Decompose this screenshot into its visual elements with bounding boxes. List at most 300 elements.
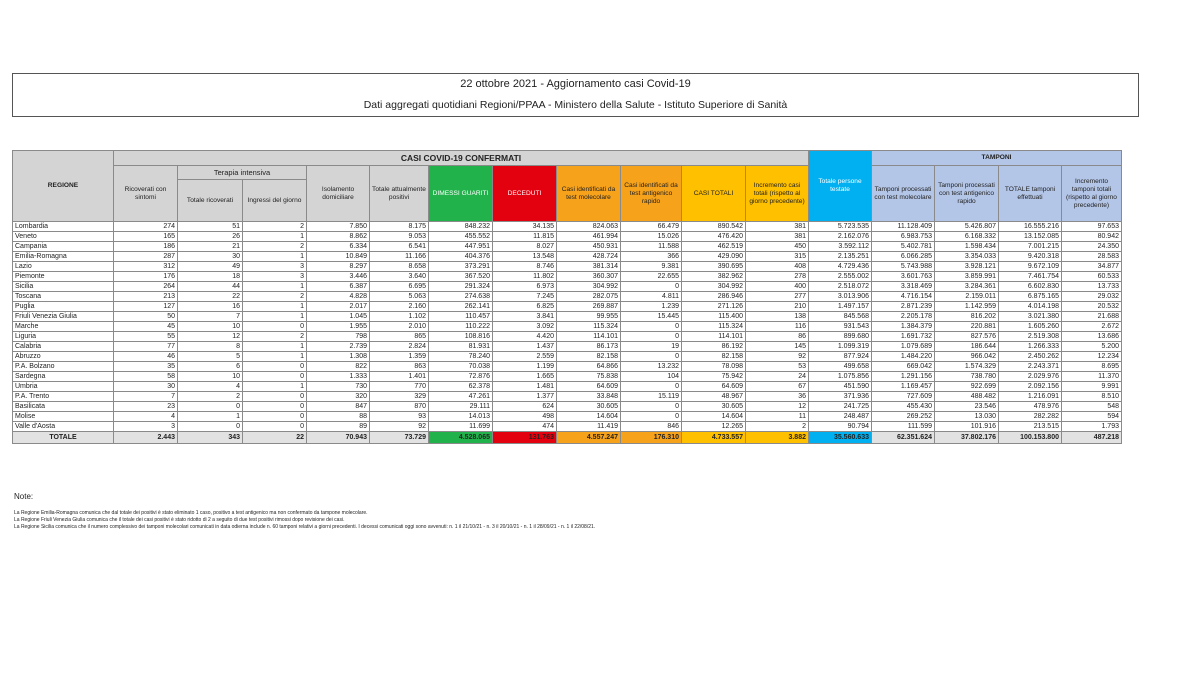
cell-deceduti: 13.548 [493, 252, 557, 262]
cell-regione: Marche [13, 322, 114, 332]
col-header-attualmente-positivi: Totale attualmente positivi [370, 166, 429, 222]
cell-guariti: 47.261 [429, 392, 493, 402]
cell-casi-totali: 304.992 [682, 282, 746, 292]
cell-ti-ingressi: 2 [243, 242, 307, 252]
cell-incremento-casi: 92 [746, 352, 809, 362]
cell-tamponi-antigenico: 966.042 [935, 352, 999, 362]
cell-isolamento: 1.045 [307, 312, 370, 322]
cell-casi-antigenico: 0 [621, 412, 682, 422]
cell-casi-antigenico: 366 [621, 252, 682, 262]
cell-ti-totale: 51 [178, 222, 243, 232]
cell-tamponi-totali: 7.461.754 [999, 272, 1062, 282]
table-row [13, 382, 1122, 392]
cell-incremento-tamponi: 21.688 [1062, 312, 1122, 322]
cell-tamponi-molecolare: 269.252 [872, 412, 935, 422]
cell-positivi: 2.010 [370, 322, 429, 332]
cell-isolamento: 730 [307, 382, 370, 392]
report-date-title: 22 ottobre 2021 - Aggiornamento casi Covid-19 [460, 78, 691, 90]
cell-deceduti: 34.135 [493, 222, 557, 232]
cell-casi-totali: 115.324 [682, 322, 746, 332]
cell-isolamento: 1.955 [307, 322, 370, 332]
cell-ricoverati: 55 [114, 332, 178, 342]
cell-positivi: 1.102 [370, 312, 429, 322]
cell-ricoverati: 4 [114, 412, 178, 422]
cell-tamponi-molecolare: 5.402.781 [872, 242, 935, 252]
cell-isolamento: 2.017 [307, 302, 370, 312]
cell-ti-totale: 7 [178, 312, 243, 322]
cell-ti-ingressi: 0 [243, 422, 307, 432]
cell-casi-totali: 390.695 [682, 262, 746, 272]
cell-guariti: 29.111 [429, 402, 493, 412]
cell-casi-molecolare: 4.557.247 [557, 432, 621, 444]
table-row [13, 232, 1122, 242]
cell-incremento-casi: 116 [746, 322, 809, 332]
cell-incremento-casi: 3.882 [746, 432, 809, 444]
cell-ti-ingressi: 0 [243, 362, 307, 372]
cell-tamponi-molecolare: 5.743.988 [872, 262, 935, 272]
cell-tamponi-totali: 16.555.216 [999, 222, 1062, 232]
table-row [13, 312, 1122, 322]
table-row [13, 342, 1122, 352]
cell-regione: Sardegna [13, 372, 114, 382]
cell-guariti: 110.457 [429, 312, 493, 322]
cell-ti-totale: 30 [178, 252, 243, 262]
cell-deceduti: 11.815 [493, 232, 557, 242]
cell-casi-molecolare: 64.609 [557, 382, 621, 392]
cell-regione: Lazio [13, 262, 114, 272]
cell-casi-totali: 14.604 [682, 412, 746, 422]
cell-deceduti: 8.027 [493, 242, 557, 252]
cell-persone-testate: 877.924 [809, 352, 872, 362]
cell-incremento-tamponi: 20.532 [1062, 302, 1122, 312]
cell-guariti: 14.013 [429, 412, 493, 422]
cell-deceduti: 6.973 [493, 282, 557, 292]
report-subtitle: Dati aggregati quotidiani Regioni/PPAA - Ministero della Salute - Istituto Superiore di Sanità [363, 99, 788, 111]
col-header-casi-molecolare: Casi identificati da test molecolare [557, 166, 621, 222]
cell-casi-totali: 12.265 [682, 422, 746, 432]
cell-ti-ingressi: 1 [243, 382, 307, 392]
cell-incremento-tamponi: 5.200 [1062, 342, 1122, 352]
cell-positivi: 9.053 [370, 232, 429, 242]
cell-tamponi-molecolare: 455.430 [872, 402, 935, 412]
cell-tamponi-totali: 13.152.085 [999, 232, 1062, 242]
group-header-tamponi: TAMPONI [872, 151, 1122, 166]
table-row [13, 282, 1122, 292]
table-row [13, 422, 1122, 432]
cell-persone-testate: 371.936 [809, 392, 872, 402]
col-header-incremento-tamponi: Incremento tamponi totali (rispetto al giorno precedente) [1062, 166, 1122, 222]
table-row [13, 322, 1122, 332]
cell-casi-molecolare: 33.848 [557, 392, 621, 402]
cell-ricoverati: 30 [114, 382, 178, 392]
cell-casi-molecolare: 115.324 [557, 322, 621, 332]
cell-incremento-casi: 53 [746, 362, 809, 372]
cell-guariti: 72.876 [429, 372, 493, 382]
cell-ti-ingressi: 3 [243, 262, 307, 272]
cell-casi-totali: 462.519 [682, 242, 746, 252]
cell-positivi: 11.166 [370, 252, 429, 262]
cell-casi-molecolare: 99.955 [557, 312, 621, 322]
cell-deceduti: 7.245 [493, 292, 557, 302]
col-header-totale-tamponi: TOTALE tamponi effettuati [999, 166, 1062, 222]
report-title-box [12, 73, 1139, 117]
cell-ti-totale: 18 [178, 272, 243, 282]
cell-casi-antigenico: 0 [621, 282, 682, 292]
cell-casi-totali: 476.420 [682, 232, 746, 242]
cell-casi-antigenico: 13.232 [621, 362, 682, 372]
cell-ricoverati: 58 [114, 372, 178, 382]
cell-tamponi-antigenico: 3.284.361 [935, 282, 999, 292]
cell-ti-totale: 16 [178, 302, 243, 312]
cell-persone-testate: 5.723.535 [809, 222, 872, 232]
cell-ricoverati: 7 [114, 392, 178, 402]
cell-incremento-tamponi: 8.695 [1062, 362, 1122, 372]
cell-tamponi-molecolare: 1.691.732 [872, 332, 935, 342]
cell-incremento-casi: 408 [746, 262, 809, 272]
cell-guariti: 4.528.065 [429, 432, 493, 444]
table-row [13, 352, 1122, 362]
cell-ti-ingressi: 2 [243, 292, 307, 302]
cell-incremento-tamponi: 80.942 [1062, 232, 1122, 242]
col-header-isolamento: Isolamento domiciliare [307, 166, 370, 222]
cell-incremento-tamponi: 1.793 [1062, 422, 1122, 432]
cell-incremento-casi: 2 [746, 422, 809, 432]
cell-incremento-tamponi: 28.583 [1062, 252, 1122, 262]
cell-guariti: 11.699 [429, 422, 493, 432]
cell-guariti: 110.222 [429, 322, 493, 332]
table-row [13, 222, 1122, 232]
cell-ricoverati: 176 [114, 272, 178, 282]
cell-casi-molecolare: 114.101 [557, 332, 621, 342]
cell-tamponi-molecolare: 3.601.763 [872, 272, 935, 282]
cell-regione: Campania [13, 242, 114, 252]
cell-tamponi-antigenico: 827.576 [935, 332, 999, 342]
cell-tamponi-molecolare: 2.871.239 [872, 302, 935, 312]
cell-guariti: 62.378 [429, 382, 493, 392]
cell-casi-molecolare: 824.063 [557, 222, 621, 232]
col-header-persone-testate: Totale persone testate [809, 151, 872, 222]
cell-isolamento: 4.828 [307, 292, 370, 302]
cell-deceduti: 1.665 [493, 372, 557, 382]
cell-isolamento: 320 [307, 392, 370, 402]
col-header-incremento-casi: Incremento casi totali (rispetto al giorno precedente) [746, 166, 809, 222]
cell-ti-ingressi: 3 [243, 272, 307, 282]
cell-positivi: 6.541 [370, 242, 429, 252]
cell-casi-antigenico: 19 [621, 342, 682, 352]
cell-guariti: 78.240 [429, 352, 493, 362]
cell-incremento-casi: 12 [746, 402, 809, 412]
cell-guariti: 70.038 [429, 362, 493, 372]
cell-casi-molecolare: 82.158 [557, 352, 621, 362]
cell-ricoverati: 274 [114, 222, 178, 232]
cell-regione: Liguria [13, 332, 114, 342]
cell-tamponi-antigenico: 5.426.807 [935, 222, 999, 232]
cell-deceduti: 6.825 [493, 302, 557, 312]
col-header-ingressi-giorno: Ingressi del giorno [243, 180, 307, 222]
cell-deceduti: 8.746 [493, 262, 557, 272]
cell-ti-totale: 21 [178, 242, 243, 252]
cell-casi-antigenico: 0 [621, 332, 682, 342]
cell-casi-totali: 86.192 [682, 342, 746, 352]
cell-ti-ingressi: 0 [243, 392, 307, 402]
cell-ti-totale: 1 [178, 412, 243, 422]
cell-persone-testate: 4.729.436 [809, 262, 872, 272]
cell-tamponi-molecolare: 1.079.689 [872, 342, 935, 352]
cell-tamponi-molecolare: 111.599 [872, 422, 935, 432]
cell-casi-antigenico: 1.239 [621, 302, 682, 312]
cell-casi-totali: 64.609 [682, 382, 746, 392]
cell-positivi: 2.160 [370, 302, 429, 312]
cell-tamponi-molecolare: 4.716.154 [872, 292, 935, 302]
cell-ti-totale: 44 [178, 282, 243, 292]
cell-ti-ingressi: 1 [243, 352, 307, 362]
cell-ti-totale: 5 [178, 352, 243, 362]
cell-persone-testate: 1.497.157 [809, 302, 872, 312]
cell-casi-totali: 286.946 [682, 292, 746, 302]
cell-casi-antigenico: 4.811 [621, 292, 682, 302]
cell-tamponi-antigenico: 220.881 [935, 322, 999, 332]
cell-ti-totale: 0 [178, 402, 243, 412]
cell-tamponi-molecolare: 1.169.457 [872, 382, 935, 392]
table-row [13, 362, 1122, 372]
cell-casi-totali: 75.942 [682, 372, 746, 382]
cell-incremento-tamponi: 29.032 [1062, 292, 1122, 302]
cell-isolamento: 70.943 [307, 432, 370, 444]
cell-casi-antigenico: 15.119 [621, 392, 682, 402]
cell-positivi: 73.729 [370, 432, 429, 444]
cell-tamponi-totali: 478.976 [999, 402, 1062, 412]
cell-tamponi-antigenico: 13.030 [935, 412, 999, 422]
cell-incremento-casi: 278 [746, 272, 809, 282]
col-header-tamponi-antigenico: Tamponi processati con test antigenico rapido [935, 166, 999, 222]
cell-deceduti: 624 [493, 402, 557, 412]
cell-tamponi-molecolare: 727.609 [872, 392, 935, 402]
cell-casi-totali: 890.542 [682, 222, 746, 232]
cell-positivi: 870 [370, 402, 429, 412]
cell-positivi: 5.063 [370, 292, 429, 302]
cell-regione: P.A. Bolzano [13, 362, 114, 372]
cell-regione: Sicilia [13, 282, 114, 292]
cell-guariti: 373.291 [429, 262, 493, 272]
cell-incremento-casi: 315 [746, 252, 809, 262]
cell-deceduti: 4.420 [493, 332, 557, 342]
cell-tamponi-molecolare: 1.384.379 [872, 322, 935, 332]
cell-casi-molecolare: 86.173 [557, 342, 621, 352]
cell-incremento-tamponi: 548 [1062, 402, 1122, 412]
cell-ti-ingressi: 0 [243, 322, 307, 332]
cell-tamponi-totali: 6.602.830 [999, 282, 1062, 292]
cell-incremento-casi: 67 [746, 382, 809, 392]
cell-persone-testate: 1.075.856 [809, 372, 872, 382]
cell-tamponi-antigenico: 37.802.176 [935, 432, 999, 444]
cell-tamponi-antigenico: 738.780 [935, 372, 999, 382]
table-row [13, 372, 1122, 382]
cell-incremento-tamponi: 13.733 [1062, 282, 1122, 292]
table-row [13, 242, 1122, 252]
cell-persone-testate: 2.162.076 [809, 232, 872, 242]
cell-persone-testate: 1.099.319 [809, 342, 872, 352]
cell-incremento-casi: 11 [746, 412, 809, 422]
cell-casi-antigenico: 176.310 [621, 432, 682, 444]
cell-guariti: 848.232 [429, 222, 493, 232]
cell-tamponi-molecolare: 2.205.178 [872, 312, 935, 322]
cell-tamponi-antigenico: 488.482 [935, 392, 999, 402]
cell-ricoverati: 46 [114, 352, 178, 362]
cell-tamponi-totali: 3.021.380 [999, 312, 1062, 322]
cell-ti-ingressi: 1 [243, 312, 307, 322]
cell-incremento-tamponi: 9.991 [1062, 382, 1122, 392]
cell-incremento-tamponi: 97.653 [1062, 222, 1122, 232]
cell-casi-totali: 82.158 [682, 352, 746, 362]
cell-deceduti: 1.437 [493, 342, 557, 352]
cell-ricoverati: 165 [114, 232, 178, 242]
table-row [13, 262, 1122, 272]
cell-deceduti: 498 [493, 412, 557, 422]
cell-tamponi-antigenico: 1.142.959 [935, 302, 999, 312]
cell-incremento-tamponi: 60.533 [1062, 272, 1122, 282]
cell-ti-ingressi: 0 [243, 412, 307, 422]
cell-persone-testate: 451.590 [809, 382, 872, 392]
cell-casi-totali: 114.101 [682, 332, 746, 342]
cell-deceduti: 1.199 [493, 362, 557, 372]
cell-regione: Veneto [13, 232, 114, 242]
cell-guariti: 404.376 [429, 252, 493, 262]
cell-ricoverati: 3 [114, 422, 178, 432]
cell-tamponi-molecolare: 62.351.624 [872, 432, 935, 444]
cell-tamponi-antigenico: 1.574.329 [935, 362, 999, 372]
cell-ricoverati: 312 [114, 262, 178, 272]
cell-tamponi-antigenico: 101.916 [935, 422, 999, 432]
cell-incremento-casi: 36 [746, 392, 809, 402]
cell-guariti: 274.638 [429, 292, 493, 302]
cell-isolamento: 6.334 [307, 242, 370, 252]
cell-incremento-casi: 277 [746, 292, 809, 302]
cell-ricoverati: 264 [114, 282, 178, 292]
cell-tamponi-totali: 9.672.109 [999, 262, 1062, 272]
note-line: La Regione Emilia-Romagna comunica che dal totale dei positivi è stato eliminato 1 caso, positivo a test antigenico ma non confermato da tampone molecolare. [14, 510, 368, 516]
cell-ti-ingressi: 1 [243, 282, 307, 292]
cell-casi-molecolare: 282.075 [557, 292, 621, 302]
cell-ti-ingressi: 22 [243, 432, 307, 444]
cell-casi-totali: 271.126 [682, 302, 746, 312]
cell-positivi: 329 [370, 392, 429, 402]
cell-regione: Lombardia [13, 222, 114, 232]
cell-deceduti: 1.377 [493, 392, 557, 402]
cell-positivi: 3.640 [370, 272, 429, 282]
cell-casi-totali: 4.733.557 [682, 432, 746, 444]
cell-ti-ingressi: 1 [243, 342, 307, 352]
cell-isolamento: 2.739 [307, 342, 370, 352]
cell-ti-totale: 10 [178, 372, 243, 382]
cell-ti-totale: 6 [178, 362, 243, 372]
table-row [13, 392, 1122, 402]
note-line: La Regione Sicilia comunica che il numero complessivo dei tamponi molecolari comunicati in data odierna include n. 60 tamponi relativi a giorni precedenti. I decessi comunicati oggi sono avvenuti: n. 1 il 21/10/21 - n. 3 il 20/10/21 - n. 1 il 28/09/21 - n. 1 il 22/08/21. [14, 524, 596, 530]
cell-incremento-casi: 450 [746, 242, 809, 252]
cell-positivi: 92 [370, 422, 429, 432]
covid-data-table [12, 150, 1122, 444]
cell-persone-testate: 845.568 [809, 312, 872, 322]
col-header-deceduti: DECEDUTI [493, 166, 557, 222]
cell-persone-testate: 499.658 [809, 362, 872, 372]
cell-guariti: 81.931 [429, 342, 493, 352]
cell-regione: P.A. Trento [13, 392, 114, 402]
cell-tamponi-totali: 2.029.976 [999, 372, 1062, 382]
cell-casi-molecolare: 14.604 [557, 412, 621, 422]
cell-isolamento: 847 [307, 402, 370, 412]
cell-ricoverati: 23 [114, 402, 178, 412]
cell-ti-totale: 22 [178, 292, 243, 302]
cell-casi-molecolare: 75.838 [557, 372, 621, 382]
cell-ti-ingressi: 1 [243, 302, 307, 312]
cell-regione: Basilicata [13, 402, 114, 412]
table-row [13, 332, 1122, 342]
cell-ti-totale: 10 [178, 322, 243, 332]
cell-tamponi-antigenico: 3.354.033 [935, 252, 999, 262]
cell-isolamento: 8.297 [307, 262, 370, 272]
table-row [13, 292, 1122, 302]
cell-casi-molecolare: 450.931 [557, 242, 621, 252]
cell-isolamento: 10.849 [307, 252, 370, 262]
cell-tamponi-antigenico: 3.859.991 [935, 272, 999, 282]
cell-ricoverati: 213 [114, 292, 178, 302]
cell-isolamento: 6.387 [307, 282, 370, 292]
cell-ricoverati: 35 [114, 362, 178, 372]
cell-casi-totali: 382.962 [682, 272, 746, 282]
cell-incremento-tamponi: 487.218 [1062, 432, 1122, 444]
cell-casi-antigenico: 15.026 [621, 232, 682, 242]
cell-ti-totale: 8 [178, 342, 243, 352]
cell-tamponi-molecolare: 669.042 [872, 362, 935, 372]
cell-tamponi-totali: 100.153.800 [999, 432, 1062, 444]
cell-ricoverati: 186 [114, 242, 178, 252]
cell-persone-testate: 2.518.072 [809, 282, 872, 292]
group-header-terapia-intensiva: Terapia intensiva [178, 166, 307, 180]
cell-ti-ingressi: 2 [243, 222, 307, 232]
cell-persone-testate: 2.555.002 [809, 272, 872, 282]
cell-incremento-tamponi: 11.370 [1062, 372, 1122, 382]
cell-casi-antigenico: 0 [621, 322, 682, 332]
cell-ti-totale: 12 [178, 332, 243, 342]
cell-incremento-tamponi: 24.350 [1062, 242, 1122, 252]
cell-regione: Molise [13, 412, 114, 422]
cell-ricoverati: 45 [114, 322, 178, 332]
cell-tamponi-totali: 6.875.165 [999, 292, 1062, 302]
cell-casi-antigenico: 22.655 [621, 272, 682, 282]
cell-persone-testate: 899.680 [809, 332, 872, 342]
table-row [13, 412, 1122, 422]
cell-casi-totali: 48.967 [682, 392, 746, 402]
cell-ti-totale: 26 [178, 232, 243, 242]
cell-casi-molecolare: 461.994 [557, 232, 621, 242]
cell-tamponi-totali: 2.092.156 [999, 382, 1062, 392]
cell-ricoverati: 77 [114, 342, 178, 352]
cell-tamponi-antigenico: 2.159.011 [935, 292, 999, 302]
notes-title: Note: [14, 492, 34, 501]
cell-tamponi-molecolare: 1.484.220 [872, 352, 935, 362]
cell-ricoverati: 2.443 [114, 432, 178, 444]
cell-guariti: 291.324 [429, 282, 493, 292]
cell-casi-totali: 429.090 [682, 252, 746, 262]
cell-tamponi-totali: 9.420.318 [999, 252, 1062, 262]
cell-tamponi-antigenico: 186.644 [935, 342, 999, 352]
cell-positivi: 1.401 [370, 372, 429, 382]
cell-positivi: 8.175 [370, 222, 429, 232]
cell-incremento-tamponi: 2.672 [1062, 322, 1122, 332]
note-line: La Regione Friuli Venezia Giulia comunica che il totale dei casi positivi è stato ridotto di 2 a seguito di due test positivi rimossi dopo revisione dei casi. [14, 517, 345, 523]
cell-ti-ingressi: 0 [243, 402, 307, 412]
cell-guariti: 447.951 [429, 242, 493, 252]
cell-casi-molecolare: 381.314 [557, 262, 621, 272]
